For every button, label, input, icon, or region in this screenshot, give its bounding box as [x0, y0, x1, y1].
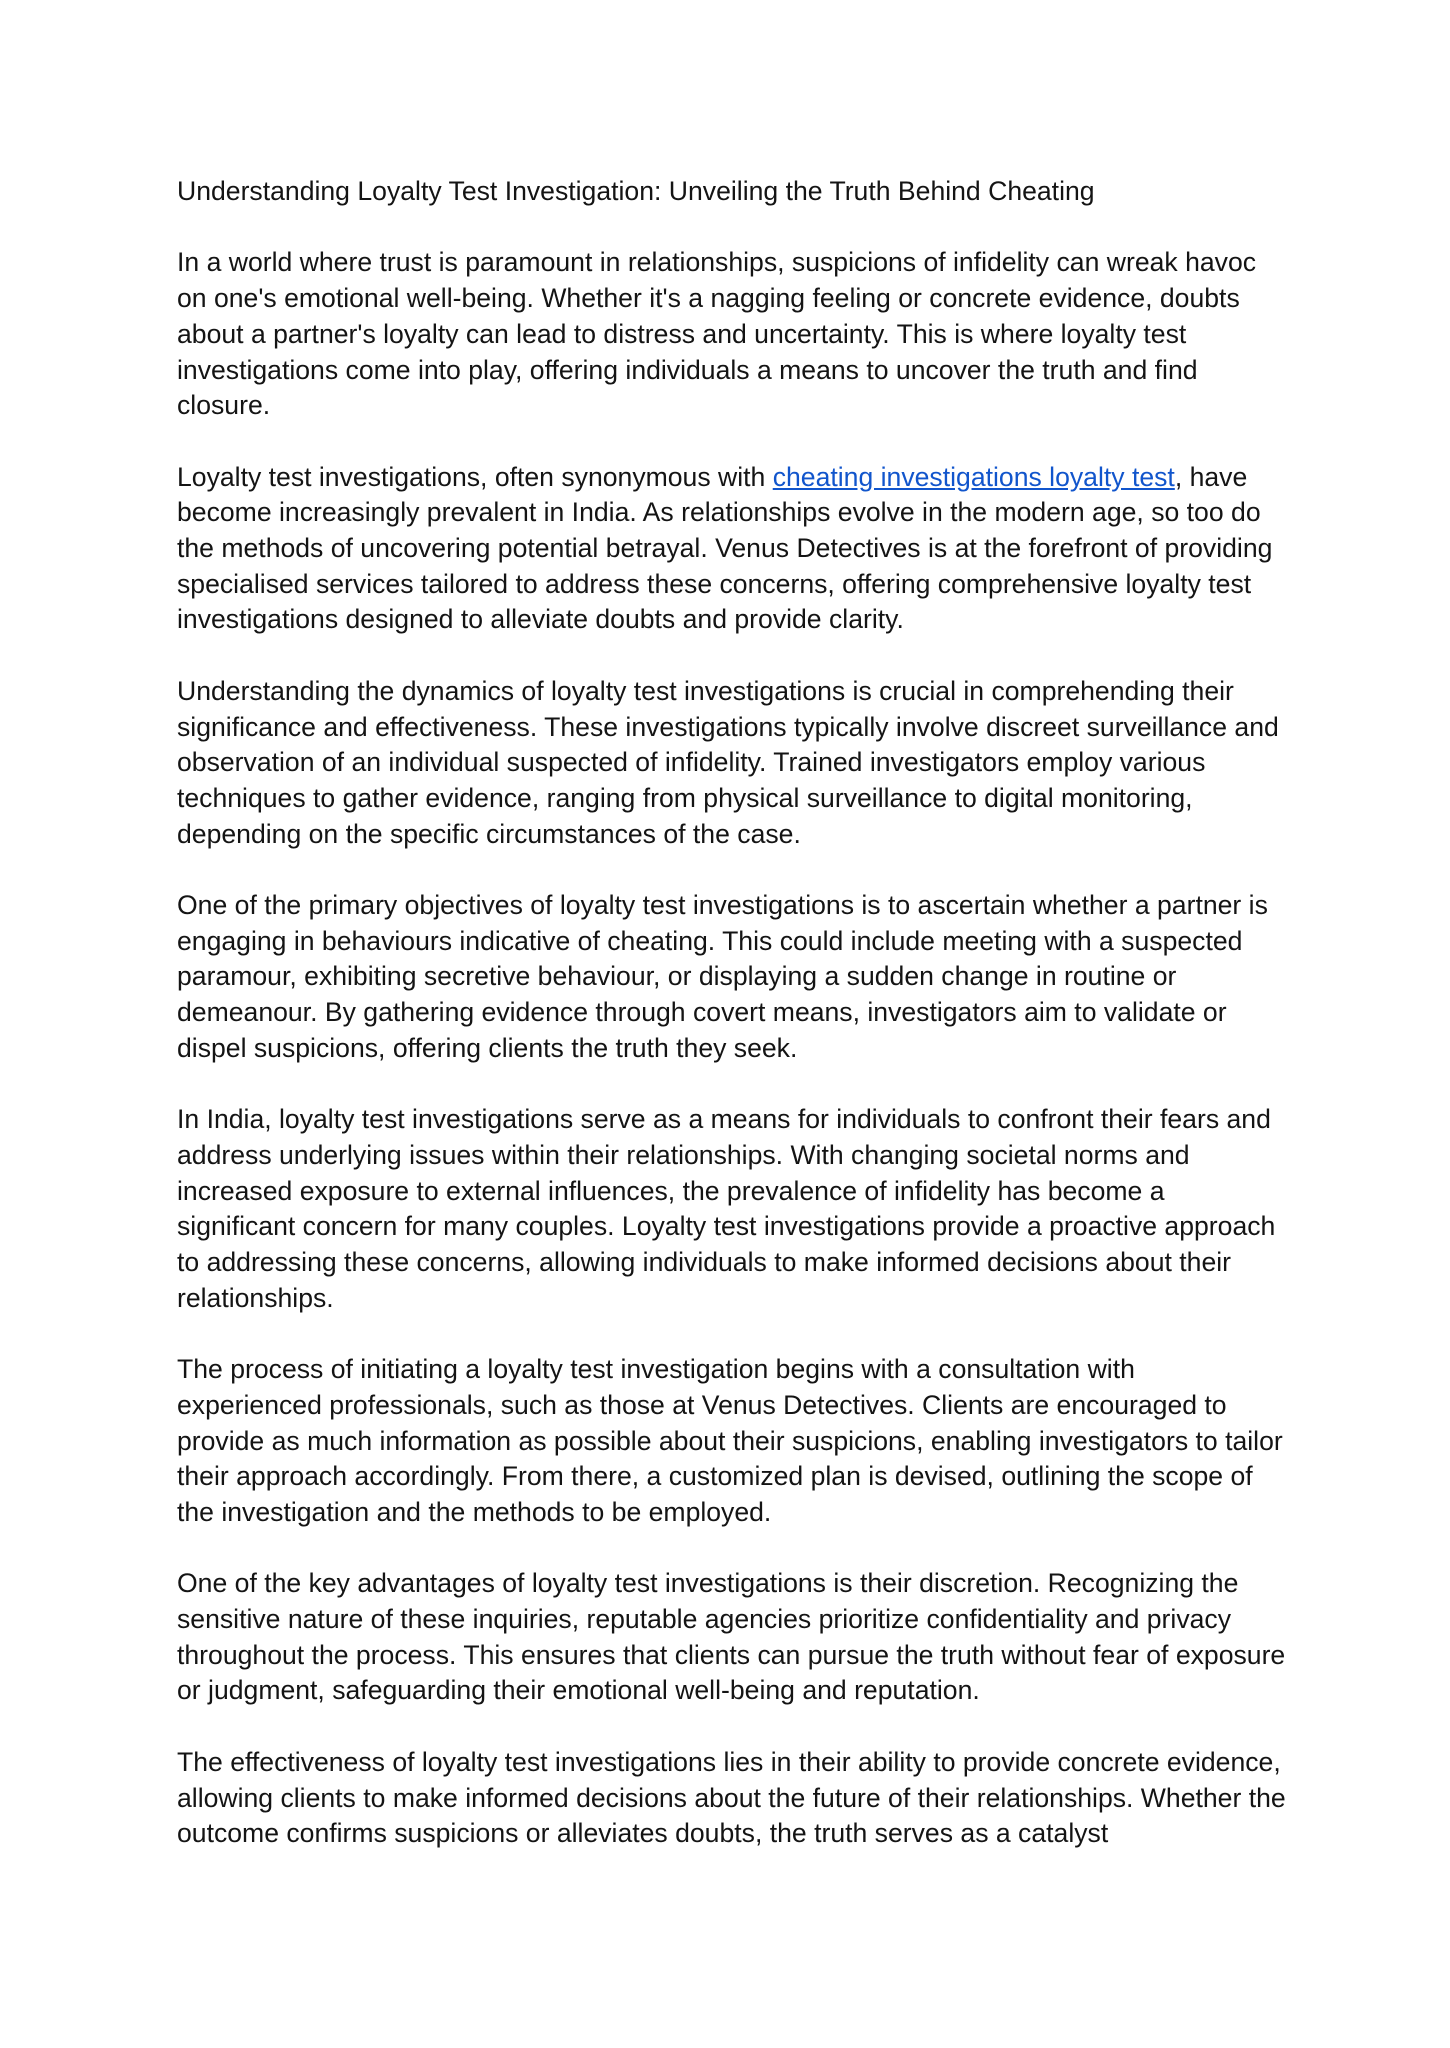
paragraph-dynamics: Understanding the dynamics of loyalty test investigations is crucial in comprehending their significance and effectiveness. These investigations typically involve discreet surveillance and observation of an individual suspected of infidelity. Trained investigators employ various techniques to gather evidence, ranging from physical surveillance to digital monitoring, depending on the specific circumstances of the case. [177, 675, 1279, 849]
paragraph-process: The process of initiating a loyalty test investigation begins with a consultation with experienced professionals, such as those at Venus Detectives. Clients are encouraged to provide as much information as possible about their suspicions, enabling investigators to tailor their approach accordingly. From there, a customized plan is devised, outlining the scope of the investigation and the methods to be employed. [177, 1354, 1283, 1527]
paragraph-effectiveness: The effectiveness of loyalty test investigations lies in their ability to provide concrete evidence, allowing clients to make informed decisions about the future of their relationships. Whether the outcome confirms suspicions or alleviates doubts, the truth serves as a catalyst [177, 1746, 1286, 1849]
paragraph-india: In India, loyalty test investigations serve as a means for individuals to confront their fears and address underlying issues within their relationships. With changing societal norms and increased exposure to external influences, the prevalence of infidelity has become a significant concern for many couples. Loyalty test investigations provide a proactive approach to addressing these concerns, allowing individuals to make informed decisions about their relationships. [177, 1104, 1276, 1313]
paragraph-venus-detectives [177, 460, 1287, 639]
paragraph-objectives: One of the primary objectives of loyalty test investigations is to ascertain whether a partner is engaging in behaviours indicative of cheating. This could include meeting with a suspected paramour, exhibiting secretive behaviour, or displaying a sudden change in routine or demeanour. By gathering evidence through covert means, investigators aim to validate or dispel suspicions, offering clients the truth they seek. [177, 890, 1268, 1063]
paragraph-intro: In a world where trust is paramount in relationships, suspicions of infidelity can wreak havoc on one's emotional well-being. Whether it's a nagging feeling or concrete evidence, doubts about a partner's loyalty can lead to distress and uncertainty. This is where loyalty test investigations come into play, offering individuals a means to uncover the truth and find closure. [177, 247, 1257, 421]
paragraph-text-after-link: , have become increasingly prevalent in India. As relationships evolve in the modern age, so too do the methods of uncovering potential betrayal. Venus Detectives is at the forefront of providing specialised services tailored to address these concerns, offering comprehensive loyalty test investigations designed to alleviate doubts and provide clarity. [177, 461, 1273, 635]
cheating-investigations-link[interactable]: cheating investigations loyalty test [772, 461, 1175, 492]
document-title: Understanding Loyalty Test Investigation: Unveiling the Truth Behind Cheating [177, 176, 1095, 206]
paragraph-text-before-link: Loyalty test investigations, often synonymous with [177, 461, 773, 492]
document-body [177, 174, 1287, 1888]
paragraph-discretion: One of the key advantages of loyalty test investigations is their discretion. Recognizing the sensitive nature of these inquiries, reputable agencies prioritize confidentiality and privacy throughout the process. This ensures that clients can pursue the truth without fear of exposure or judgment, safeguarding their emotional well-being and reputation. [177, 1568, 1286, 1706]
